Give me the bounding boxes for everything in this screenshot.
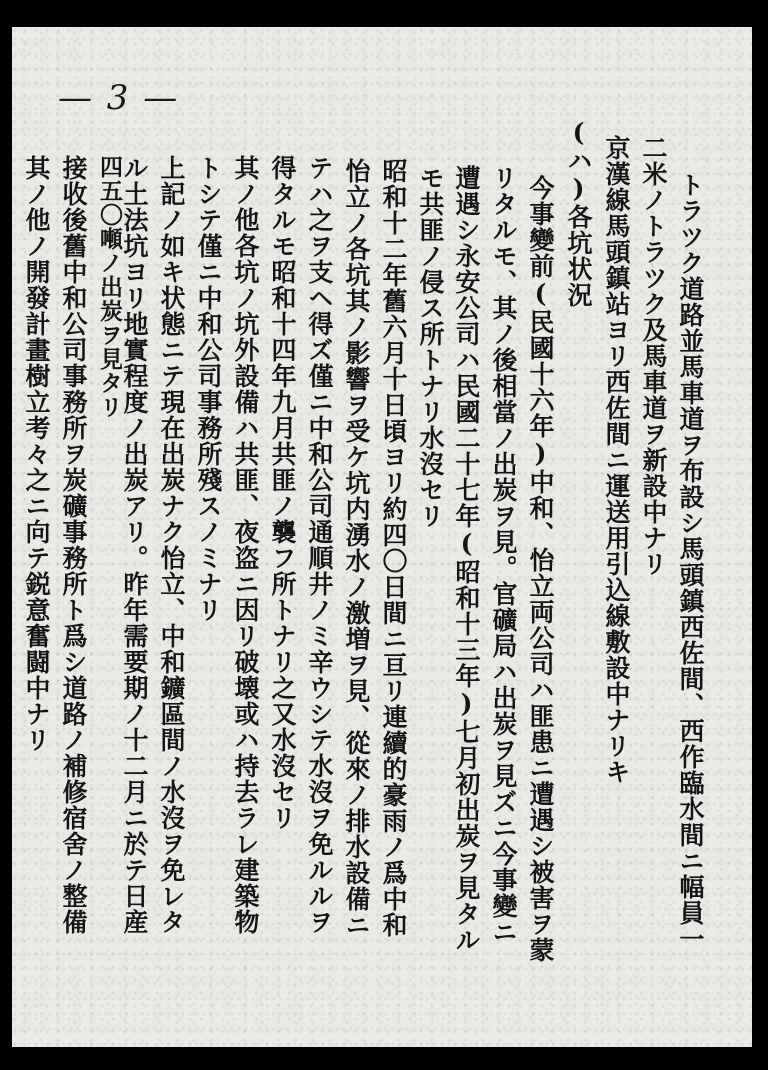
- text-column-8: モ共匪ノ侵ス所トナリ水沒セリ: [416, 165, 445, 529]
- page-number: — 3 —: [58, 78, 180, 118]
- text-column-12: 得タルモ昭和十四年九月共匪ノ襲フ所トナリ之又水沒セリ: [268, 155, 297, 831]
- text-column-9: 昭和十二年舊六月十日頃ヨリ約四〇日間ニ亘リ連續的豪雨ノ爲中和: [379, 158, 408, 938]
- text-column-1: トラツク道路並馬車道ヲ布設シ馬頭鎮西佐間、西作臨水間ニ幅員一: [676, 172, 705, 952]
- text-column-7: 遭遇シ永安公司ハ民國二十七年(昭和十三年)七月初出炭ヲ見タル: [452, 165, 481, 953]
- text-column-13: 其ノ他各坑ノ坑外設備ハ共匪、夜盗ニ因リ破壊或ハ持去ラレ建築物: [231, 155, 260, 935]
- text-column-15: 上記ノ如キ状態ニテ現在出炭ナク怡立、中和鑛區間ノ水沒ヲ免レタ: [157, 155, 186, 935]
- text-column-19: 其ノ他ノ開發計畫樹立考々之ニ向テ鋭意奮闘中ナリ: [22, 155, 51, 753]
- text-column-11: テハ之ヲ支ヘ得ズ僅ニ中和公司通順井ノミ辛ウシテ水沒ヲ免ルルヲ: [305, 155, 334, 935]
- text-column-17: 四五〇噸ノ出炭ヲ見タリ: [96, 155, 123, 419]
- text-column-5: 今事變前(民國十六年)中和、怡立両公司ハ匪患ニ遭遇シ被害ヲ蒙: [526, 175, 555, 963]
- text-column-2: 二米ノトラツク及馬車道ヲ新設中ナリ: [639, 135, 668, 577]
- section-heading: (ハ)各坑状況: [564, 118, 593, 308]
- text-column-6: リタルモ、其ノ後相當ノ出炭ヲ見。官礦局ハ出炭ヲ見ズニ今事變ニ: [489, 165, 518, 945]
- text-column-3: 京漢線馬頭鎮站ヨリ西佐間ニ運送用引込線敷設中ナリキ: [602, 135, 631, 785]
- text-column-10: 怡立ノ各坑其ノ影響ヲ受ケ坑内湧水ノ激増ヲ見、從來ノ排水設備ニ: [342, 158, 371, 938]
- text-column-18: 接收後舊中和公司事務所ヲ炭礦事務所ト爲シ道路ノ補修宿舍ノ整備: [59, 155, 88, 935]
- text-column-14: トシテ僅ニ中和公司事務所殘スノミナリ: [194, 155, 223, 623]
- text-column-16: ル土法坑ヨリ地實程度ノ出炭アリ。昨年需要期ノ十二月ニ於テ日産: [120, 155, 149, 935]
